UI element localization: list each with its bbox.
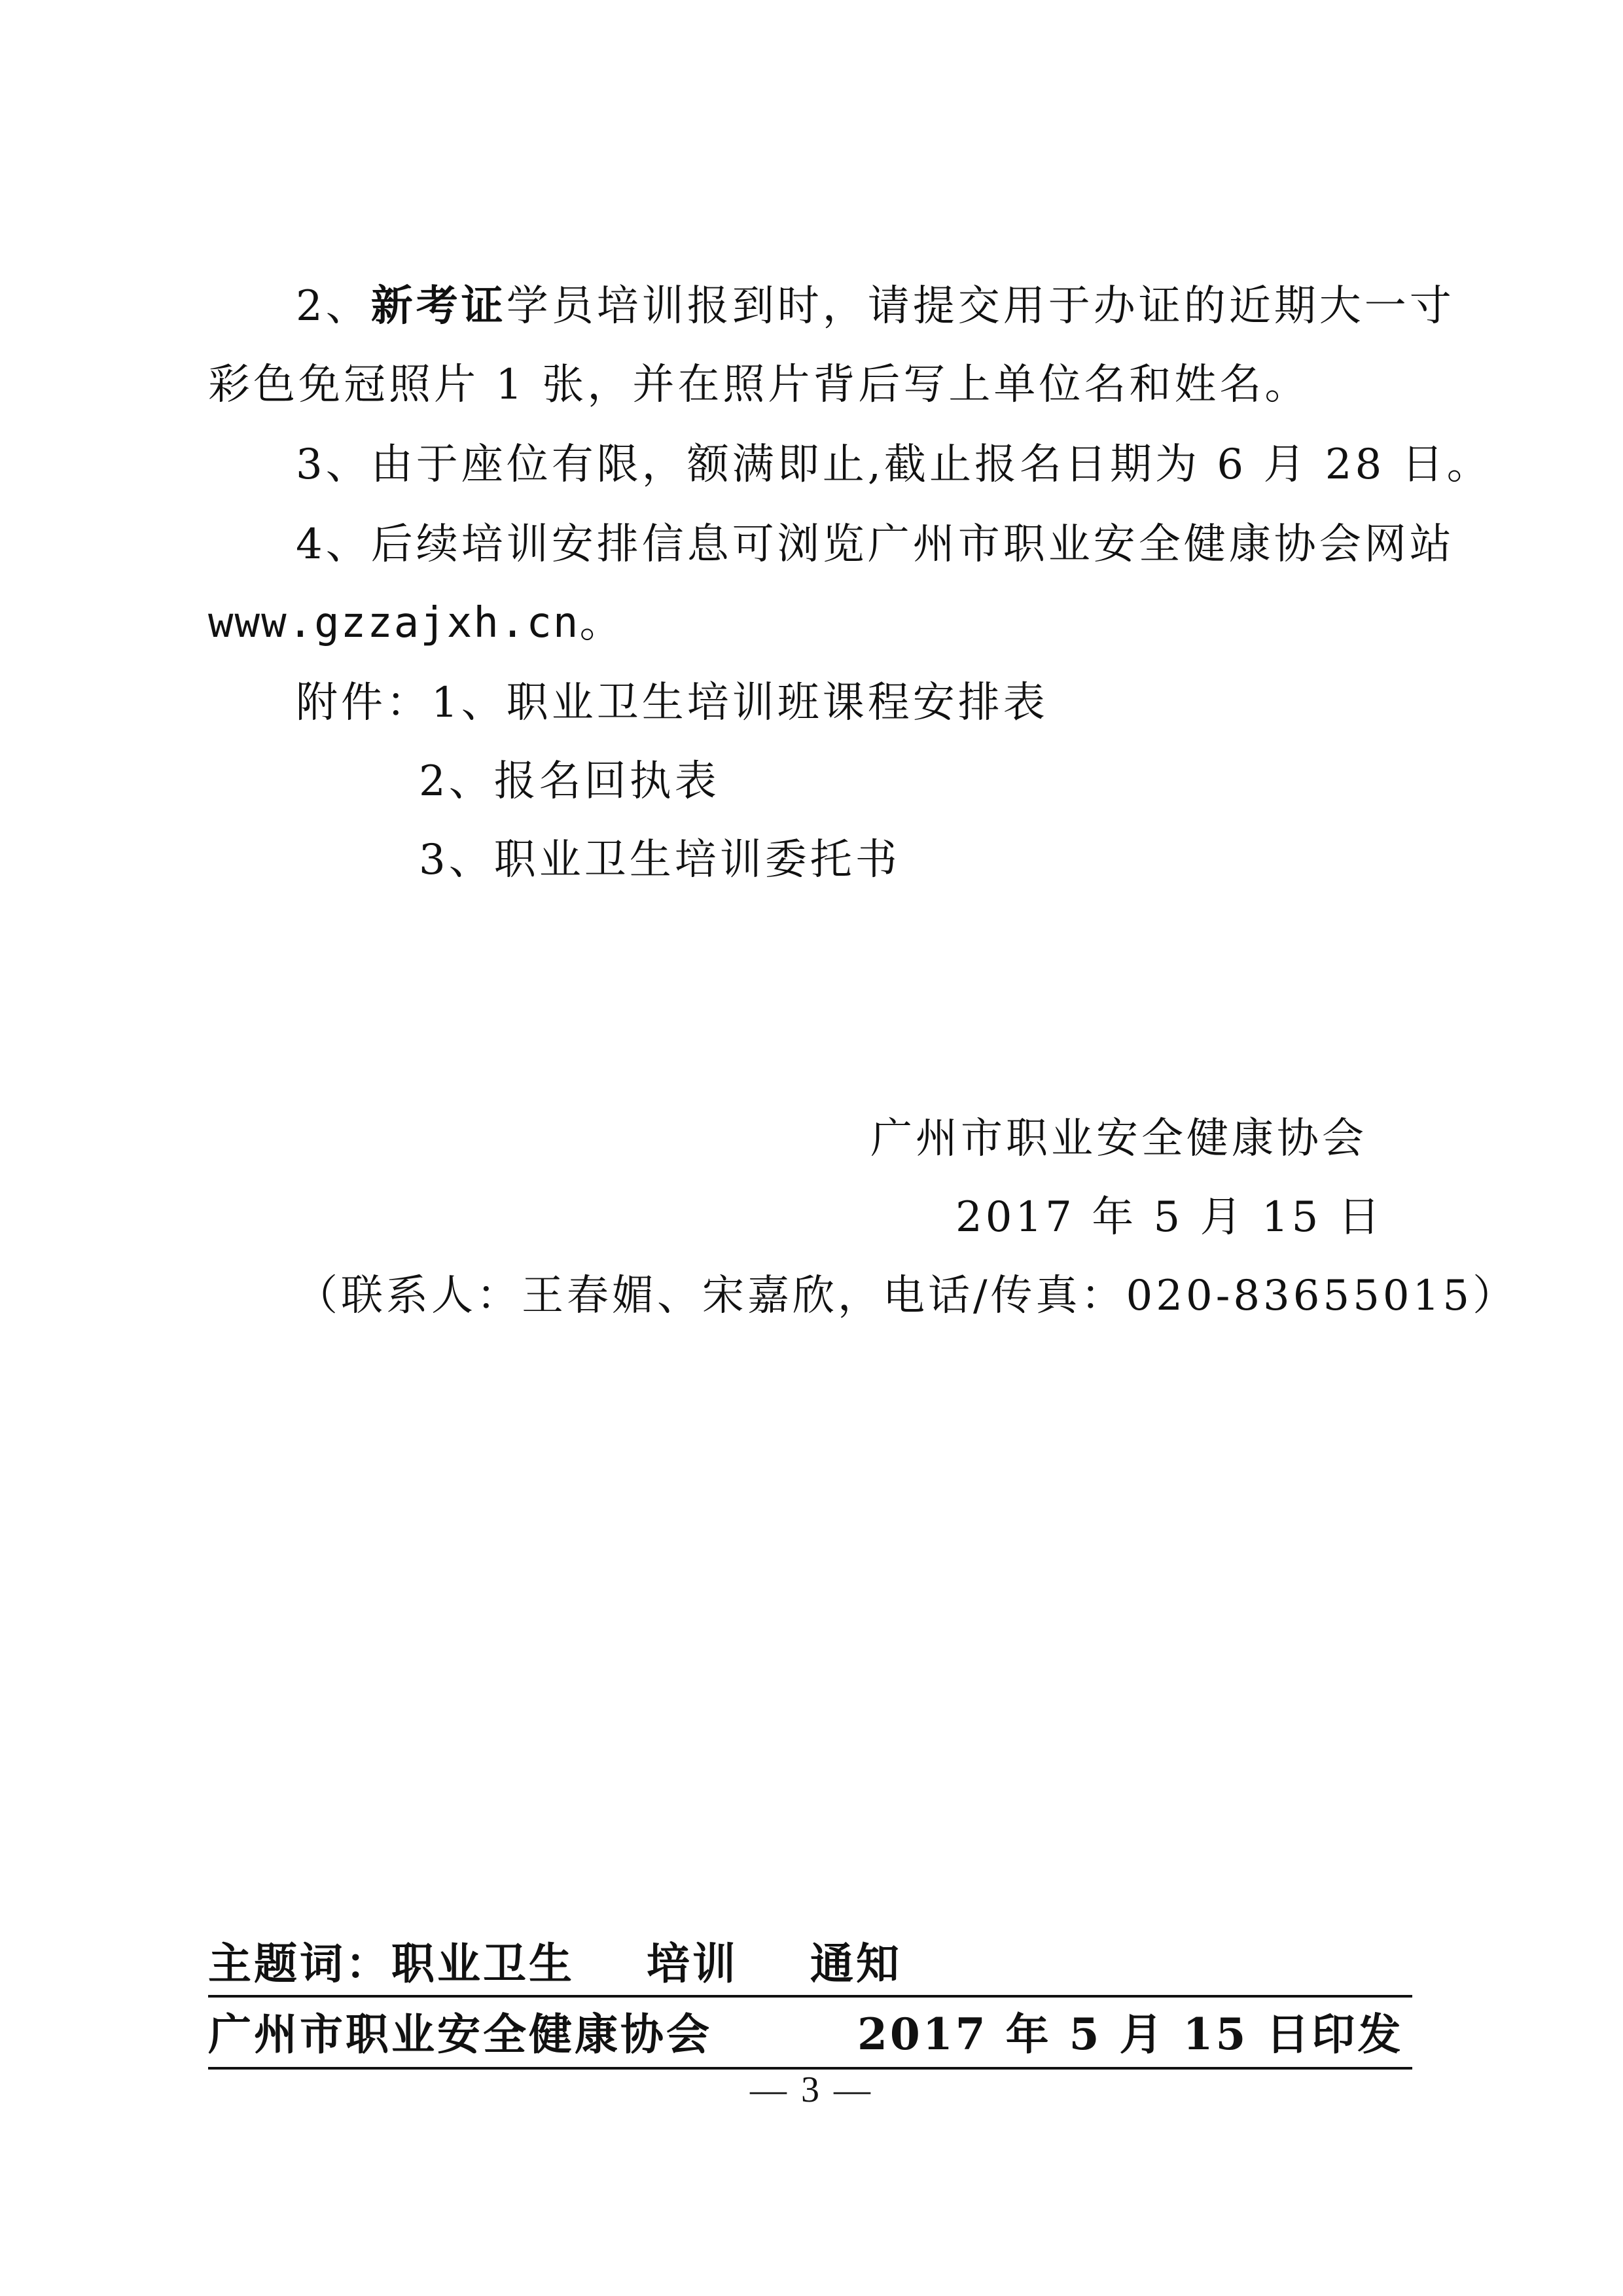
- attachments-line-1: [296, 677, 1048, 729]
- issue-date: 2017 年 5 月 15 日印发: [857, 2009, 1404, 2060]
- keyword-3: 通知: [810, 1938, 902, 1989]
- keywords-row: [208, 1937, 902, 1990]
- item-3: 3、由于座位有限，额满即止,截止报名日期为 6 月 28 日。: [296, 440, 1492, 489]
- footer-rule-top: [208, 1995, 1412, 1998]
- signature-organization: 广州市职业安全健康协会: [870, 1115, 1367, 1163]
- attachment-item-2: 2、报名回执表: [419, 757, 720, 806]
- item-2-text: 学员培训报到时，请提交用于办证的近期大一寸: [506, 282, 1455, 331]
- page-number: — 3 —: [750, 2070, 873, 2110]
- attachment-item-1: 1、职业卫生培训班课程安排表: [431, 679, 1048, 727]
- contact-info: （联系人：王春媚、宋嘉欣，电话/传真：020-83655015）: [296, 1272, 1518, 1320]
- keywords-label: 主题词：: [208, 1938, 391, 1989]
- item-2-prefix: 2、: [296, 282, 371, 331]
- keyword-1: 职业卫生: [391, 1938, 575, 1989]
- item-2-line-2: 彩色免冠照片 1 张，并在照片背后写上单位名和姓名。: [208, 361, 1310, 409]
- signature-date: 2017 年 5 月 15 日: [955, 1193, 1383, 1242]
- attachment-item-3: 3、职业卫生培训委托书: [419, 836, 901, 884]
- keyword-2: 培训: [647, 1938, 738, 1989]
- attachments-label: 附件：: [296, 679, 431, 727]
- item-4-line-1: 4、后续培训安排信息可浏览广州市职业安全健康协会网站: [296, 520, 1455, 569]
- website-link[interactable]: www.gzzajxh.cn。: [208, 599, 623, 647]
- issuer: 广州市职业安全健康协会: [208, 2009, 712, 2060]
- item-2-emphasis: 新考证: [370, 281, 507, 331]
- item-2-line-1: [296, 280, 1455, 332]
